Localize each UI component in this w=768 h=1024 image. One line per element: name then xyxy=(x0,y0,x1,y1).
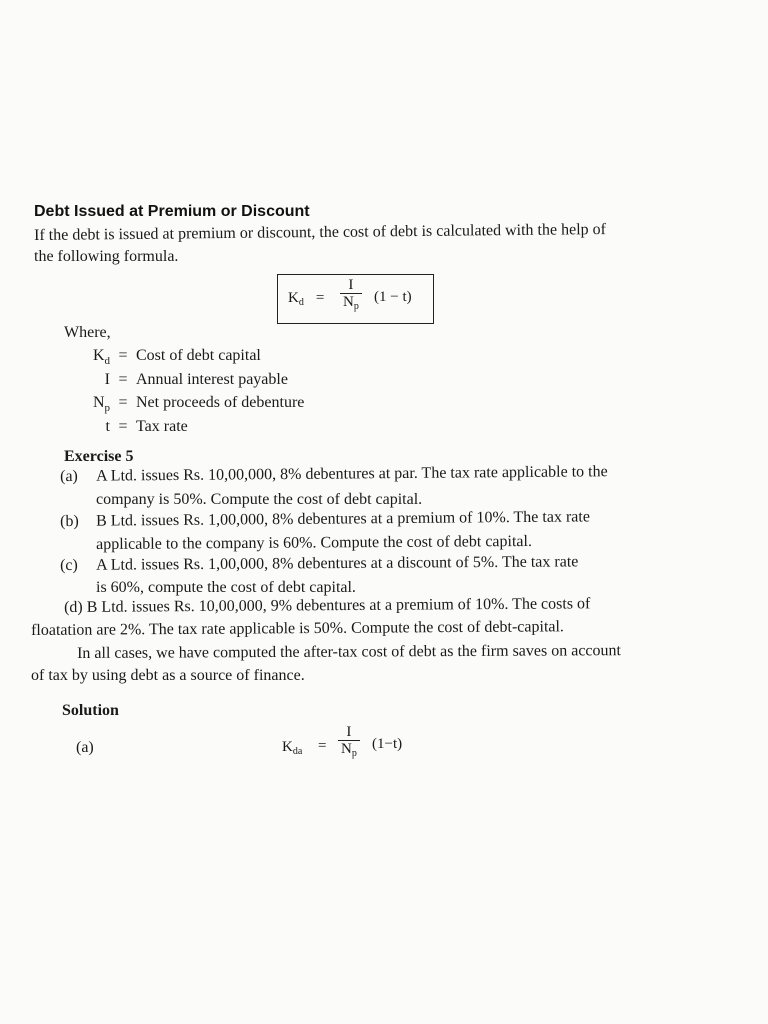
exercise-item-a-cont: company is 50%. Compute the cost of debt capital. xyxy=(96,491,423,508)
formula-fraction xyxy=(340,277,362,315)
exercise-item-d-cont: floatation are 2%. The tax rate applicable is 50%. Compute the cost of debt-capital. xyxy=(31,618,564,639)
formula-factor: (1 − t) xyxy=(374,289,412,305)
formula-equals: = xyxy=(315,290,325,306)
definition-symbol: I xyxy=(104,371,110,388)
exercise-item-c: (c) A Ltd. issues Rs. 1,00,000, 8% debentures at a discount of 5%. The tax rate xyxy=(60,553,579,574)
solution-fraction xyxy=(338,724,360,762)
exercise-title: Exercise 5 xyxy=(64,448,134,465)
exercise-label-c: (c) xyxy=(60,556,78,574)
solution-numerator: I xyxy=(338,724,360,741)
formula-numerator: I xyxy=(340,277,362,294)
intro-line-1: If the debt is issued at premium or discount, the cost of debt is calculated with the help of xyxy=(34,221,607,244)
definition-meaning: Annual interest payable xyxy=(136,371,288,388)
definition-meaning: Cost of debt capital xyxy=(136,347,261,364)
intro-line-2: the following formula. xyxy=(34,248,179,265)
definition-symbol: $K_d$ xyxy=(92,347,110,368)
definition-meaning: Tax rate xyxy=(136,418,188,435)
definition-row: $K_d$ = Cost of debt capital xyxy=(72,347,261,367)
note-line-1: In all cases, we have computed the after-tax cost of debt as the firm saves on account xyxy=(77,642,622,662)
exercise-item-c-cont: is 60%, compute the cost of debt capital. xyxy=(96,579,356,596)
note-line-2: of tax by using debt as a source of finance. xyxy=(31,667,305,684)
solution-factor: (1−t) xyxy=(372,736,403,752)
definition-symbol: $N_p$ xyxy=(92,394,110,415)
exercise-item-d: (d) B Ltd. issues Rs. 10,00,000, 9% debentures at a premium of 10%. The costs of xyxy=(64,595,591,616)
solution-title: Solution xyxy=(62,702,119,719)
exercise-item-b-cont: applicable to the company is 60%. Compute the cost of debt capital. xyxy=(96,532,533,553)
definition-row: t = Tax rate xyxy=(72,418,188,436)
exercise-label-b: (b) xyxy=(60,512,79,530)
solution-part-label: (a) xyxy=(76,739,94,756)
solution-equals: = xyxy=(318,738,327,754)
definition-symbol: t xyxy=(105,418,110,435)
definition-row: $N_p$ = Net proceeds of debenture xyxy=(72,394,304,414)
where-label: Where, xyxy=(64,324,111,341)
section-heading: Debt Issued at Premium or Discount xyxy=(34,203,310,220)
exercise-label-a: (a) xyxy=(60,467,78,485)
definition-meaning: Net proceeds of debenture xyxy=(136,394,305,411)
definition-row: I = Annual interest payable xyxy=(72,371,288,389)
formula-denominator: $N_p$ xyxy=(343,294,359,312)
solution-lhs: $K_{da}$ xyxy=(282,739,303,757)
exercise-item-a: (a) A Ltd. issues Rs. 10,00,000, 8% debentures at par. The tax rate applicable to the xyxy=(60,463,608,485)
exercise-item-b: (b) B Ltd. issues Rs. 1,00,000, 8% debentures at a premium of 10%. The tax rate xyxy=(60,508,590,530)
solution-denominator: $N_p$ xyxy=(341,741,357,759)
formula-lhs: $K_d$ xyxy=(288,290,304,308)
formula-box xyxy=(277,274,434,324)
